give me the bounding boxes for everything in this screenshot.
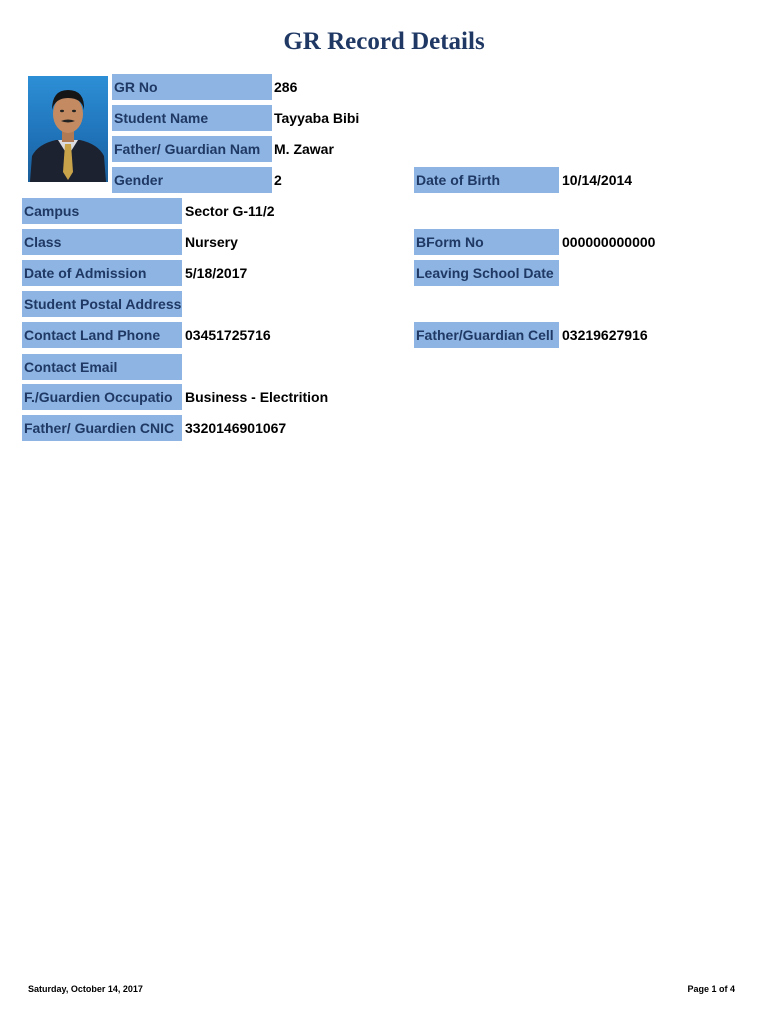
footer-date: Saturday, October 14, 2017 bbox=[28, 984, 143, 994]
guardian-cell-label: Father/Guardian Cell bbox=[414, 322, 559, 348]
student-photo bbox=[28, 76, 108, 182]
occupation-value: Business - Electrition bbox=[185, 389, 329, 405]
father-name-value: M. Zawar bbox=[274, 141, 334, 157]
email-label: Contact Email bbox=[22, 354, 182, 380]
guardian-cell-value: 03219627916 bbox=[562, 327, 648, 343]
footer-page-number: Page 1 of 4 bbox=[687, 984, 735, 994]
student-name-value: Tayyaba Bibi bbox=[274, 110, 360, 126]
class-value: Nursery bbox=[185, 234, 238, 250]
gender-value: 2 bbox=[274, 172, 282, 188]
gr-no-label: GR No bbox=[112, 74, 272, 100]
dob-label: Date of Birth bbox=[414, 167, 559, 193]
gr-no-value: 286 bbox=[274, 79, 298, 95]
cnic-label: Father/ Guardien CNIC bbox=[22, 415, 182, 441]
bform-value: 000000000000 bbox=[562, 234, 656, 250]
admission-date-label: Date of Admission bbox=[22, 260, 182, 286]
father-name-label: Father/ Guardian Nam bbox=[112, 136, 272, 162]
leaving-date-label: Leaving School Date bbox=[414, 260, 559, 286]
class-label: Class bbox=[22, 229, 182, 255]
cnic-value: 3320146901067 bbox=[185, 420, 287, 436]
dob-value: 10/14/2014 bbox=[562, 172, 633, 188]
campus-value: Sector G-11/2 bbox=[185, 203, 275, 219]
gender-label: Gender bbox=[112, 167, 272, 193]
admission-date-value: 5/18/2017 bbox=[185, 265, 248, 281]
student-name-label: Student Name bbox=[112, 105, 272, 131]
postal-address-label: Student Postal Address bbox=[22, 291, 182, 317]
page-title: GR Record Details bbox=[283, 28, 485, 55]
occupation-label: F./Guardien Occupatio bbox=[22, 384, 182, 410]
campus-label: Campus bbox=[22, 198, 182, 224]
land-phone-label: Contact Land Phone bbox=[22, 322, 182, 348]
land-phone-value: 03451725716 bbox=[185, 327, 271, 343]
bform-label: BForm No bbox=[414, 229, 559, 255]
